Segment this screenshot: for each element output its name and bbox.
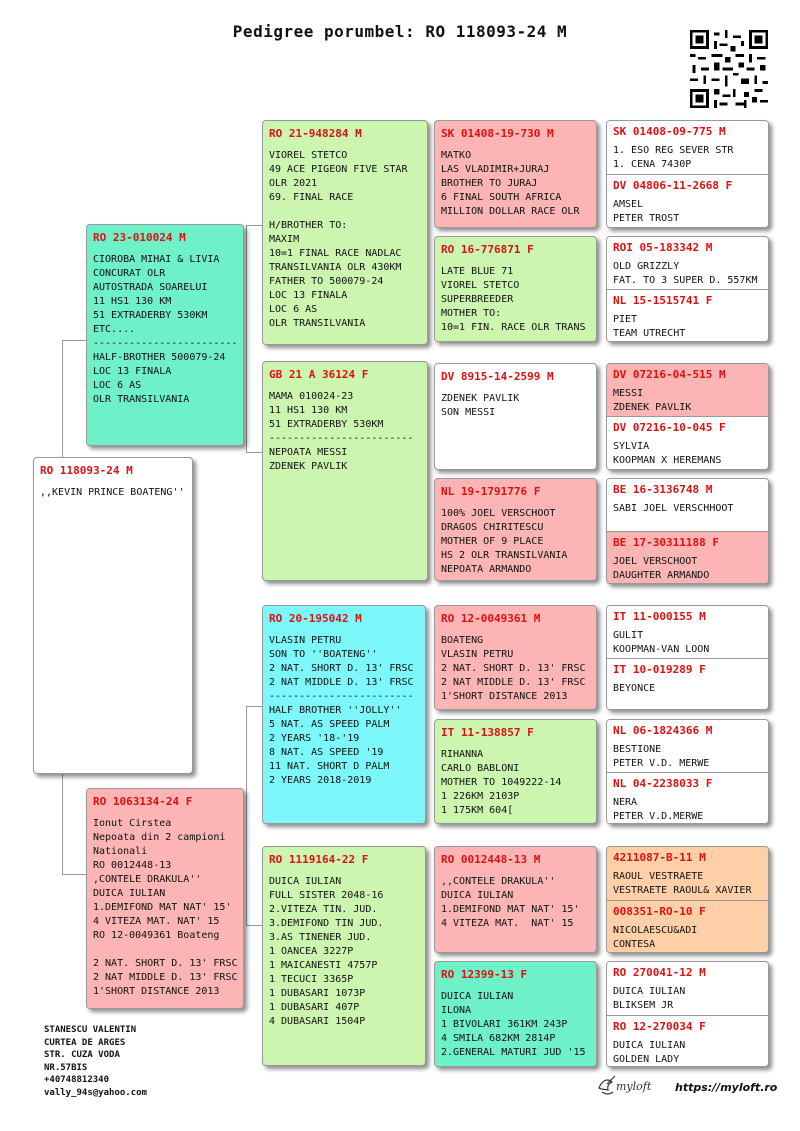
detail-line: 69. FINAL RACE bbox=[269, 192, 354, 203]
detail-line: DUICA IULIAN bbox=[441, 991, 514, 1002]
details bbox=[613, 502, 762, 516]
detail-line: 6 FINAL SOUTH AFRICA bbox=[441, 192, 562, 203]
detail-line: NEPOATA MESSI bbox=[269, 447, 348, 458]
detail-line: MOTHER OF 9 PLACE bbox=[441, 536, 544, 547]
dam-card bbox=[86, 788, 244, 1009]
detail-line: DAUGHTER ARMANDO bbox=[613, 570, 710, 581]
detail-line bbox=[93, 943, 237, 957]
detail-line: LOC 6 AS bbox=[93, 380, 142, 391]
detail-line: 1 OANCEA 3227P bbox=[269, 946, 354, 957]
ring-number: BE 17-30311188 F bbox=[613, 536, 719, 549]
ggp-card-1 bbox=[434, 120, 597, 228]
detail-line: 11 NAT. SHORT D PALM bbox=[269, 761, 390, 772]
detail-line: LOC 6 AS bbox=[269, 304, 318, 315]
detail-line: NEPOATA ARMANDO bbox=[441, 564, 532, 575]
details bbox=[613, 144, 762, 172]
gggp-pair-5 bbox=[606, 605, 769, 710]
brand-name: myloft bbox=[616, 1080, 652, 1093]
details bbox=[613, 870, 762, 898]
detail-line: RAOUL VESTRAETE bbox=[613, 871, 704, 882]
detail-line: SYLVIA bbox=[613, 441, 650, 452]
detail-line: OLD GRIZZLY bbox=[613, 261, 680, 272]
detail-line: DUICA IULIAN bbox=[93, 888, 166, 899]
details bbox=[441, 990, 590, 1060]
detail-line: SON MESSI bbox=[441, 407, 496, 418]
connector-lines bbox=[62, 774, 87, 875]
details bbox=[93, 253, 237, 407]
details bbox=[441, 265, 590, 335]
page-title: Pedigree porumbel: RO 118093-24 M bbox=[232, 22, 568, 41]
detail-line: 2 NAT. SHORT D. 13' FRSC bbox=[93, 958, 238, 969]
detail-line: CONTESA bbox=[613, 939, 656, 950]
details bbox=[441, 507, 590, 577]
detail-line: 2 NAT MIDDLE D. 13' FRSC bbox=[441, 677, 586, 688]
detail-line: VIOREL STETCO bbox=[269, 150, 348, 161]
detail-line: MILLION DOLLAR RACE OLR bbox=[441, 206, 580, 217]
detail-line: 2 NAT. SHORT D. 13' FRSC bbox=[441, 663, 586, 674]
ring-number: DV 04806-11-2668 F bbox=[613, 179, 733, 192]
details bbox=[613, 198, 762, 226]
detail-line: 2 NAT MIDDLE D. 13' FRSC bbox=[269, 677, 414, 688]
detail-line: 100% JOEL VERSCHOOT bbox=[441, 508, 556, 519]
detail-line: 2 YEARS '18-'19 bbox=[269, 733, 360, 744]
detail-line: LOC 13 FINALA bbox=[269, 290, 348, 301]
ggp-card-2 bbox=[434, 236, 597, 342]
detail-line: PETER V.D. MERWE bbox=[613, 758, 710, 769]
ring-number: RO 0012448-13 M bbox=[441, 853, 541, 866]
ring-number: RO 12-0049361 M bbox=[441, 612, 541, 625]
sire-card bbox=[86, 224, 244, 446]
detail-line: 4 SMILA 682KM 2814P bbox=[441, 1033, 556, 1044]
detail-line: FAT. TO 3 SUPER D. 557KM bbox=[613, 275, 758, 286]
ring-number: 008351-RO-10 F bbox=[613, 905, 706, 918]
details bbox=[441, 392, 590, 420]
detail-line: 51 EXTRADERBY 530KM bbox=[93, 310, 208, 321]
details bbox=[613, 629, 762, 657]
detail-line: 2 YEARS 2018-2019 bbox=[269, 775, 372, 786]
detail-line: VLASIN PETRU bbox=[441, 649, 514, 660]
grandsire-dam-card bbox=[262, 605, 426, 824]
detail-line: MAXIM bbox=[269, 234, 300, 245]
detail-line: AUTOSTRADA SOARELUI bbox=[93, 282, 208, 293]
granddam-dam-card bbox=[262, 846, 426, 1066]
detail-line: FULL SISTER 2048-16 bbox=[269, 890, 384, 901]
details bbox=[613, 260, 762, 288]
myloft-logo bbox=[596, 1074, 658, 1100]
detail-line: H/BROTHER TO: bbox=[269, 220, 348, 231]
detail-line: LAS VLADIMIR+JURAJ bbox=[441, 164, 550, 175]
gggp-pair-6 bbox=[606, 719, 769, 824]
ggp-card-6 bbox=[434, 719, 597, 824]
detail-line bbox=[269, 205, 421, 219]
detail-line: MAMA 010024-23 bbox=[269, 391, 354, 402]
ring-number: 4211087-B-11 M bbox=[613, 851, 706, 864]
ring-number: NL 15-1515741 F bbox=[613, 294, 713, 307]
ring-number: RO 270041-12 M bbox=[613, 966, 706, 979]
detail-line: TRANSILVANIA OLR 430KM bbox=[269, 262, 402, 273]
ring-number: ROI 05-183342 M bbox=[613, 241, 713, 254]
details bbox=[441, 149, 590, 219]
detail-line: RO 12-0049361 Boateng bbox=[93, 930, 220, 941]
details bbox=[613, 682, 762, 696]
detail-line: TEAM UTRECHT bbox=[613, 328, 686, 339]
detail-line: ZDENEK PAVLIK bbox=[441, 393, 520, 404]
qr-code-icon bbox=[690, 30, 768, 108]
detail-line: OLR TRANSILVANIA bbox=[269, 318, 366, 329]
detail-line: 1 DUBASARI 407P bbox=[269, 1002, 360, 1013]
details bbox=[613, 440, 762, 468]
details bbox=[613, 796, 762, 824]
detail-line: 1.DEMIFOND MAT NAT' 15' bbox=[93, 902, 232, 913]
ring-number: IT 11-000155 M bbox=[613, 610, 706, 623]
detail-line: 3.AS TINENER JUD. bbox=[269, 932, 372, 943]
website-link[interactable]: https://myloft.ro bbox=[675, 1081, 778, 1094]
ring-number: RO 1119164-22 F bbox=[269, 853, 369, 866]
detail-line: 1 DUBASARI 1073P bbox=[269, 988, 366, 999]
ring-number: DV 8915-14-2599 M bbox=[441, 370, 554, 383]
owner-number: NR.57BIS bbox=[44, 1062, 88, 1073]
detail-line: ,,CONTELE DRAKULA'' bbox=[441, 876, 556, 887]
details bbox=[441, 875, 590, 931]
detail-line: LOC 13 FINALA bbox=[93, 366, 172, 377]
detail-line: Ionut Cirstea bbox=[93, 818, 172, 829]
owner-contact bbox=[44, 1024, 147, 1099]
detail-line: Nepoata din 2 campioni bbox=[93, 832, 226, 843]
detail-line: DRAGOS CHIRITESCU bbox=[441, 522, 544, 533]
ring-number: RO 12-270034 F bbox=[613, 1020, 706, 1033]
gggp-pair-3 bbox=[606, 363, 769, 470]
detail-line: DUICA IULIAN bbox=[441, 890, 514, 901]
owner-phone: +40748812340 bbox=[44, 1075, 110, 1085]
detail-line: 1 MAICANESTI 4757P bbox=[269, 960, 378, 971]
ggp-card-8 bbox=[434, 961, 597, 1067]
detail-line: 1. ESO REG SEVER STR bbox=[613, 145, 734, 156]
detail-line: 1 BIVOLARI 361KM 243P bbox=[441, 1019, 568, 1030]
ggp-card-4 bbox=[434, 478, 597, 581]
detail-line: DUICA IULIAN bbox=[613, 1040, 686, 1051]
details bbox=[93, 817, 237, 999]
details bbox=[269, 390, 421, 474]
detail-line: 1'SHORT DISTANCE 2013 bbox=[93, 986, 220, 997]
detail-line: 4 VITEZA MAT. NAT' 15 bbox=[93, 916, 220, 927]
detail-line: CIOROBA MIHAI & LIVIA bbox=[93, 254, 220, 265]
detail-line: DUICA IULIAN bbox=[613, 986, 686, 997]
detail-line: 11 HS1 130 KM bbox=[93, 296, 172, 307]
detail-line: LATE BLUE 71 bbox=[441, 266, 514, 277]
detail-line: 4 DUBASARI 1504P bbox=[269, 1016, 366, 1027]
ring-number: NL 06-1824366 M bbox=[613, 724, 713, 737]
detail-line: 2 NAT. SHORT D. 13' FRSC bbox=[269, 663, 414, 674]
detail-line: 49 ACE PIGEON FIVE STAR bbox=[269, 164, 408, 175]
details bbox=[40, 486, 186, 500]
grandsire-sire-card bbox=[262, 120, 428, 345]
pigeon-icon bbox=[596, 1074, 618, 1100]
detail-line: 51 EXTRADERBY 530KM bbox=[269, 419, 384, 430]
detail-line: GOLDEN LADY bbox=[613, 1054, 680, 1065]
detail-line: PIET bbox=[613, 314, 638, 325]
connector-lines bbox=[246, 706, 263, 926]
details bbox=[613, 924, 762, 952]
detail-line: NERA bbox=[613, 797, 638, 808]
detail-line: 10=1 FIN. RACE OLR TRANS bbox=[441, 322, 586, 333]
ggp-card-7 bbox=[434, 846, 597, 953]
detail-line: VIOREL STETCO bbox=[441, 280, 520, 291]
detail-line: ZDENEK PAVLIK bbox=[269, 461, 348, 472]
detail-line: KOOPMAN X HEREMANS bbox=[613, 455, 722, 466]
detail-line: SUPERBREEDER bbox=[441, 294, 514, 305]
gggp-pair-8 bbox=[606, 961, 769, 1067]
detail-line: 2 NAT MIDDLE D. 13' FRSC bbox=[93, 972, 238, 983]
details bbox=[269, 875, 419, 1029]
detail-line: VESTRAETE RAOUL& XAVIER bbox=[613, 885, 752, 896]
gggp-pair-7 bbox=[606, 846, 769, 953]
owner-email[interactable]: vally_94s@yahoo.com bbox=[44, 1087, 147, 1098]
details bbox=[613, 387, 762, 415]
ring-number: RO 1063134-24 F bbox=[93, 795, 193, 808]
detail-line: JOEL VERSCHOOT bbox=[613, 556, 698, 567]
detail-line: HS 2 OLR TRANSILVANIA bbox=[441, 550, 568, 561]
details bbox=[269, 634, 419, 788]
detail-line: HALF BROTHER ''JOLLY'' bbox=[269, 705, 402, 716]
detail-line: 1.DEMIFOND MAT NAT' 15' bbox=[441, 904, 580, 915]
detail-line: BEYONCE bbox=[613, 683, 656, 694]
ggp-card-5 bbox=[434, 605, 597, 710]
details bbox=[613, 985, 762, 1013]
detail-line: FATHER TO 500079-24 bbox=[269, 276, 384, 287]
owner-street: STR. CUZA VODA bbox=[44, 1050, 120, 1060]
detail-line: BROTHER TO JURAJ bbox=[441, 178, 538, 189]
detail-line: 5 NAT. AS SPEED PALM bbox=[269, 719, 390, 730]
detail-line: 8 NAT. AS SPEED '19 bbox=[269, 747, 384, 758]
detail-line: 1 TECUCI 3365P bbox=[269, 974, 354, 985]
detail-line: 3.DEMIFOND TIN JUD. bbox=[269, 918, 384, 929]
detail-line: ------------------------ bbox=[269, 691, 414, 702]
ggp-card-3 bbox=[434, 363, 597, 470]
detail-line: ZDENEK PAVLIK bbox=[613, 402, 692, 413]
gggp-pair-4 bbox=[606, 478, 769, 584]
ring-number: RO 16-776871 F bbox=[441, 243, 534, 256]
ring-number: SK 01408-19-730 M bbox=[441, 127, 554, 140]
ring-number: IT 10-019289 F bbox=[613, 663, 706, 676]
ring-number: SK 01408-09-775 M bbox=[613, 125, 726, 138]
ring-number: NL 04-2238033 F bbox=[613, 777, 713, 790]
detail-line: BOATENG bbox=[441, 635, 484, 646]
detail-line: OLR 2021 bbox=[269, 178, 318, 189]
gggp-pair-1 bbox=[606, 120, 769, 228]
ring-number: DV 07216-10-045 F bbox=[613, 421, 726, 434]
ring-number: BE 16-3136748 M bbox=[613, 483, 713, 496]
owner-name: STANESCU VALENTIN bbox=[44, 1025, 137, 1035]
detail-line: 1'SHORT DISTANCE 2013 bbox=[441, 691, 568, 702]
granddam-sire-card bbox=[262, 361, 428, 581]
detail-line: HALF-BROTHER 500079-24 bbox=[93, 352, 226, 363]
ring-number: RO 118093-24 M bbox=[40, 464, 133, 477]
detail-line: OLR TRANSILVANIA bbox=[93, 394, 190, 405]
detail-line: SABI JOEL VERSCHHOOT bbox=[613, 503, 734, 514]
detail-line: KOOPMAN-VAN LOON bbox=[613, 644, 710, 655]
ring-number: RO 23-010024 M bbox=[93, 231, 186, 244]
detail-line: RIHANNA bbox=[441, 749, 484, 760]
detail-line: ILONA bbox=[441, 1005, 472, 1016]
detail-line: 2.GENERAL MATURI JUD '15 bbox=[441, 1047, 586, 1058]
detail-line: MOTHER TO: bbox=[441, 308, 502, 319]
detail-line: GULIT bbox=[613, 630, 644, 641]
details bbox=[441, 748, 590, 818]
ring-number: DV 07216-04-515 M bbox=[613, 368, 726, 381]
details bbox=[613, 743, 762, 771]
detail-line: CARLO BABLONI bbox=[441, 763, 520, 774]
detail-line: VLASIN PETRU bbox=[269, 635, 342, 646]
details bbox=[441, 634, 590, 704]
ring-number: RO 21-948284 M bbox=[269, 127, 362, 140]
detail-line: ------------------------ bbox=[269, 433, 414, 444]
connector-lines bbox=[62, 340, 87, 459]
owner-city: CURTEA DE ARGES bbox=[44, 1037, 126, 1048]
detail-line: PETER TROST bbox=[613, 213, 680, 224]
details bbox=[269, 149, 421, 331]
connector-lines bbox=[246, 225, 263, 453]
detail-line: ,,KEVIN PRINCE BOATENG'' bbox=[40, 487, 185, 498]
detail-line: 1 175KM 604[ bbox=[441, 805, 514, 816]
detail-line: PETER V.D.MERWE bbox=[613, 811, 704, 822]
detail-line: CONCURAT OLR bbox=[93, 268, 166, 279]
details bbox=[613, 1039, 762, 1067]
detail-line: ,CONTELE DRAKULA'' bbox=[93, 874, 202, 885]
ring-number: RO 12399-13 F bbox=[441, 968, 528, 981]
detail-line: SON TO ''BOATENG'' bbox=[269, 649, 378, 660]
detail-line: MOTHER TO 1049222-14 bbox=[441, 777, 562, 788]
detail-line: AMSEL bbox=[613, 199, 644, 210]
ring-number: RO 20-195042 M bbox=[269, 612, 362, 625]
detail-line: MESSI bbox=[613, 388, 644, 399]
detail-line: MATKO bbox=[441, 150, 472, 161]
detail-line: 2.VITEZA TIN. JUD. bbox=[269, 904, 378, 915]
detail-line: 10=1 FINAL RACE NADLAC bbox=[269, 248, 402, 259]
detail-line: DUICA IULIAN bbox=[269, 876, 342, 887]
subject-card bbox=[33, 457, 193, 774]
detail-line: 1. CENA 7430P bbox=[613, 159, 692, 170]
detail-line: BESTIONE bbox=[613, 744, 662, 755]
detail-line: Nationali bbox=[93, 846, 148, 857]
detail-line: NICOLAESCU&ADI bbox=[613, 925, 698, 936]
details bbox=[613, 313, 762, 341]
detail-line: ETC.... bbox=[93, 324, 136, 335]
detail-line: ------------------------ bbox=[93, 338, 238, 349]
ring-number: GB 21 A 36124 F bbox=[269, 368, 369, 381]
detail-line: BLIKSEM JR bbox=[613, 1000, 674, 1011]
ring-number: IT 11-138857 F bbox=[441, 726, 534, 739]
detail-line: 1 226KM 2103P bbox=[441, 791, 520, 802]
detail-line: RO 0012448-13 bbox=[93, 860, 172, 871]
ring-number: NL 19-1791776 F bbox=[441, 485, 541, 498]
gggp-pair-2 bbox=[606, 236, 769, 342]
detail-line: 4 VITEZA MAT. NAT' 15 bbox=[441, 918, 574, 929]
details bbox=[613, 555, 762, 583]
detail-line: 11 HS1 130 KM bbox=[269, 405, 348, 416]
